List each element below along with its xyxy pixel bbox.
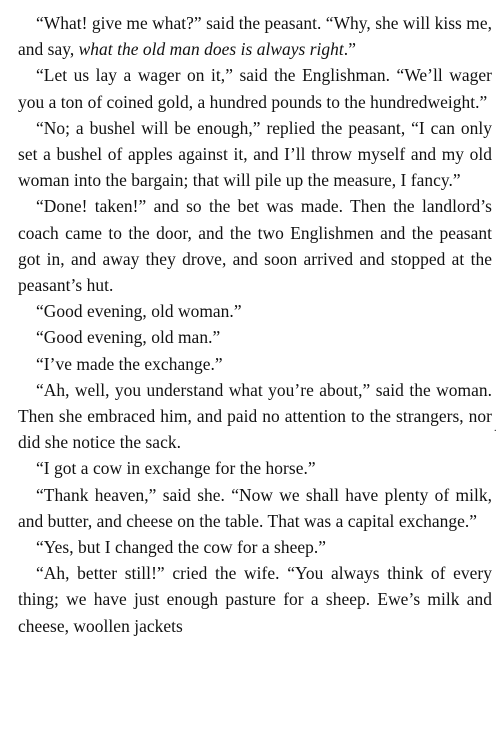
paragraph-7: “I’ve made the exchange.” bbox=[36, 353, 223, 374]
paragraph-12: “Ah, better still!” cried the wife. “You always think of every thing; we have just enough pasture for a sheep. Ewe’s milk and cheese, woollen jackets bbox=[18, 563, 492, 636]
paragraph-1-italic-phrase: what the old man does is always right bbox=[78, 39, 344, 60]
paragraph-1 bbox=[18, 10, 492, 62]
paragraph-11: “Yes, but I changed the cow for a sheep.” bbox=[36, 537, 327, 558]
paragraph-1-end: .” bbox=[343, 39, 356, 60]
paragraph-8: “Ah, well, you understand what you’re about,” said the woman. Then she embraced him, and paid no attention to the strangers, nor did she notice the sack. bbox=[18, 379, 492, 453]
paragraph-10: “Thank heaven,” said she. “Now we shall have plenty of milk, and butter, and cheese on the table. That was a capital exchange.” bbox=[18, 484, 492, 531]
paragraph-4: “Done! taken!” and so the bet was made. Then the landlord’s coach came to the door, and the two Englishmen and the peasant got in, and away they drove, and soon arrived and stopped at the peasant’s hut. bbox=[18, 196, 492, 296]
paragraph-5: “Good evening, old woman.” bbox=[36, 301, 242, 322]
paragraph-9: “I got a cow in exchange for the horse.” bbox=[36, 458, 316, 479]
paragraph-6: “Good evening, old man.” bbox=[36, 327, 221, 348]
paragraph-1-text: “What! give me what?” said the peasant. “Why, she will kiss me, and say, bbox=[18, 13, 492, 60]
paragraph-3: “No; a bushel will be enough,” replied the peasant, “I can only set a bushel of apples against it, and I’ll throw myself and my old woman into the bargain; that will pile up the measure, I fancy.” bbox=[18, 117, 492, 191]
stray-ink-mark: . bbox=[494, 423, 497, 434]
paragraph-2: “Let us lay a wager on it,” said the Englishman. “We’ll wager you a ton of coined gold, a hundred pounds to the hundredweight.” bbox=[18, 65, 492, 112]
